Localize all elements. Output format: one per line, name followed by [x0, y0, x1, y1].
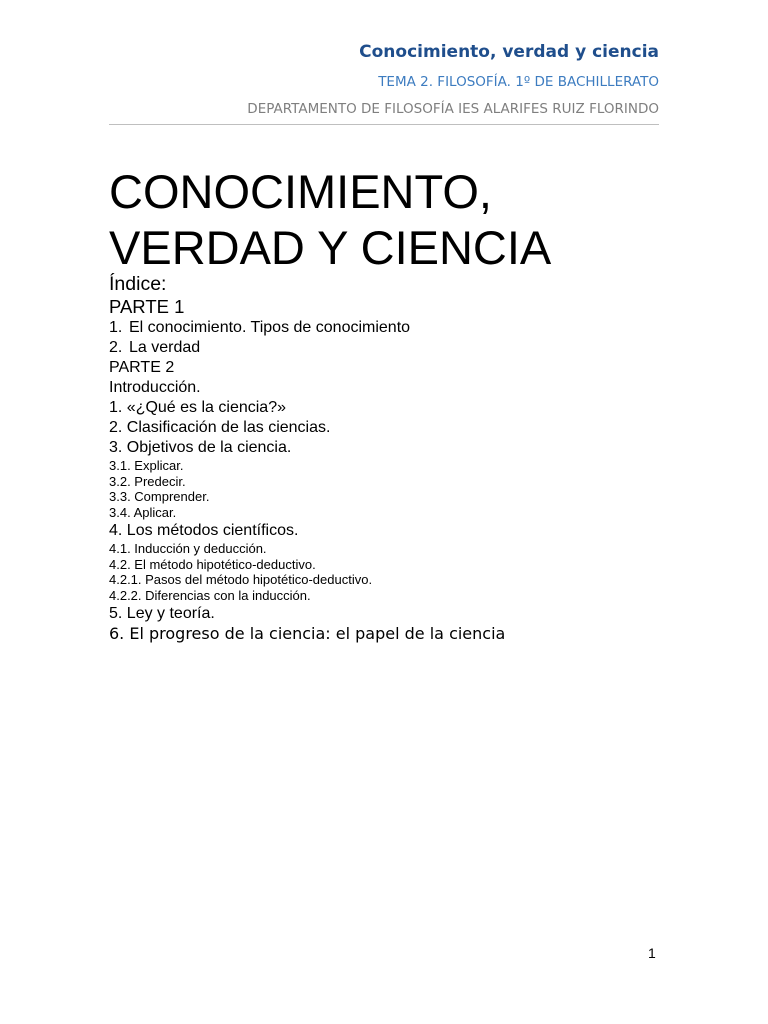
toc-subitem: 3.4. Aplicar. — [109, 505, 177, 521]
document-title — [109, 164, 551, 276]
toc-subitem: 3.3. Comprender. — [109, 489, 210, 505]
page-number: 1 — [648, 945, 656, 961]
toc-introduction: Introducción. — [109, 379, 201, 396]
toc-item: 5. Ley y teoría. — [109, 604, 215, 622]
toc-part1-item — [109, 338, 669, 358]
header-title: Conocimiento, verdad y ciencia — [359, 42, 659, 62]
toc-part-2: PARTE 2 — [109, 359, 175, 376]
toc-item: 6. El progreso de la ciencia: el papel de la ciencia — [109, 623, 506, 643]
toc-subitem: 4.2.2. Diferencias con la inducción. — [109, 587, 311, 603]
toc-item-number: 2. — [109, 339, 123, 356]
header-subtitle: TEMA 2. FILOSOFÍA. 1º DE BACHILLERATO — [378, 74, 659, 90]
toc-subitem: 4.2.1. Pasos del método hipotético-deductivo. — [109, 572, 373, 588]
header-department: DEPARTAMENTO DE FILOSOFÍA IES ALARIFES RUIZ FLORINDO — [247, 101, 659, 117]
toc-subitem: 4.2. El método hipotético-deductivo. — [109, 556, 316, 572]
toc-part1-item — [109, 318, 669, 338]
toc-item: 3. Objetivos de la ciencia. — [109, 439, 292, 456]
header-divider — [109, 124, 659, 125]
table-of-contents — [109, 273, 669, 644]
toc-item-text: El conocimiento. Tipos de conocimiento — [129, 319, 411, 336]
toc-item: 1. «¿Qué es la ciencia?» — [109, 399, 286, 416]
toc-heading: Índice: — [109, 273, 167, 295]
toc-item-text: La verdad — [129, 339, 201, 356]
toc-item: 4. Los métodos científicos. — [109, 521, 299, 539]
toc-subitem: 3.2. Predecir. — [109, 473, 186, 489]
toc-part-1: PARTE 1 — [109, 296, 185, 317]
toc-item: 2. Clasificación de las ciencias. — [109, 419, 331, 436]
toc-subitem: 3.1. Explicar. — [109, 458, 184, 473]
document-title-line2: VERDAD Y CIENCIA — [109, 221, 552, 274]
toc-subitem: 4.1. Inducción y deducción. — [109, 540, 267, 556]
document-title-line1: CONOCIMIENTO, — [109, 165, 492, 218]
toc-item-number: 1. — [109, 319, 123, 336]
